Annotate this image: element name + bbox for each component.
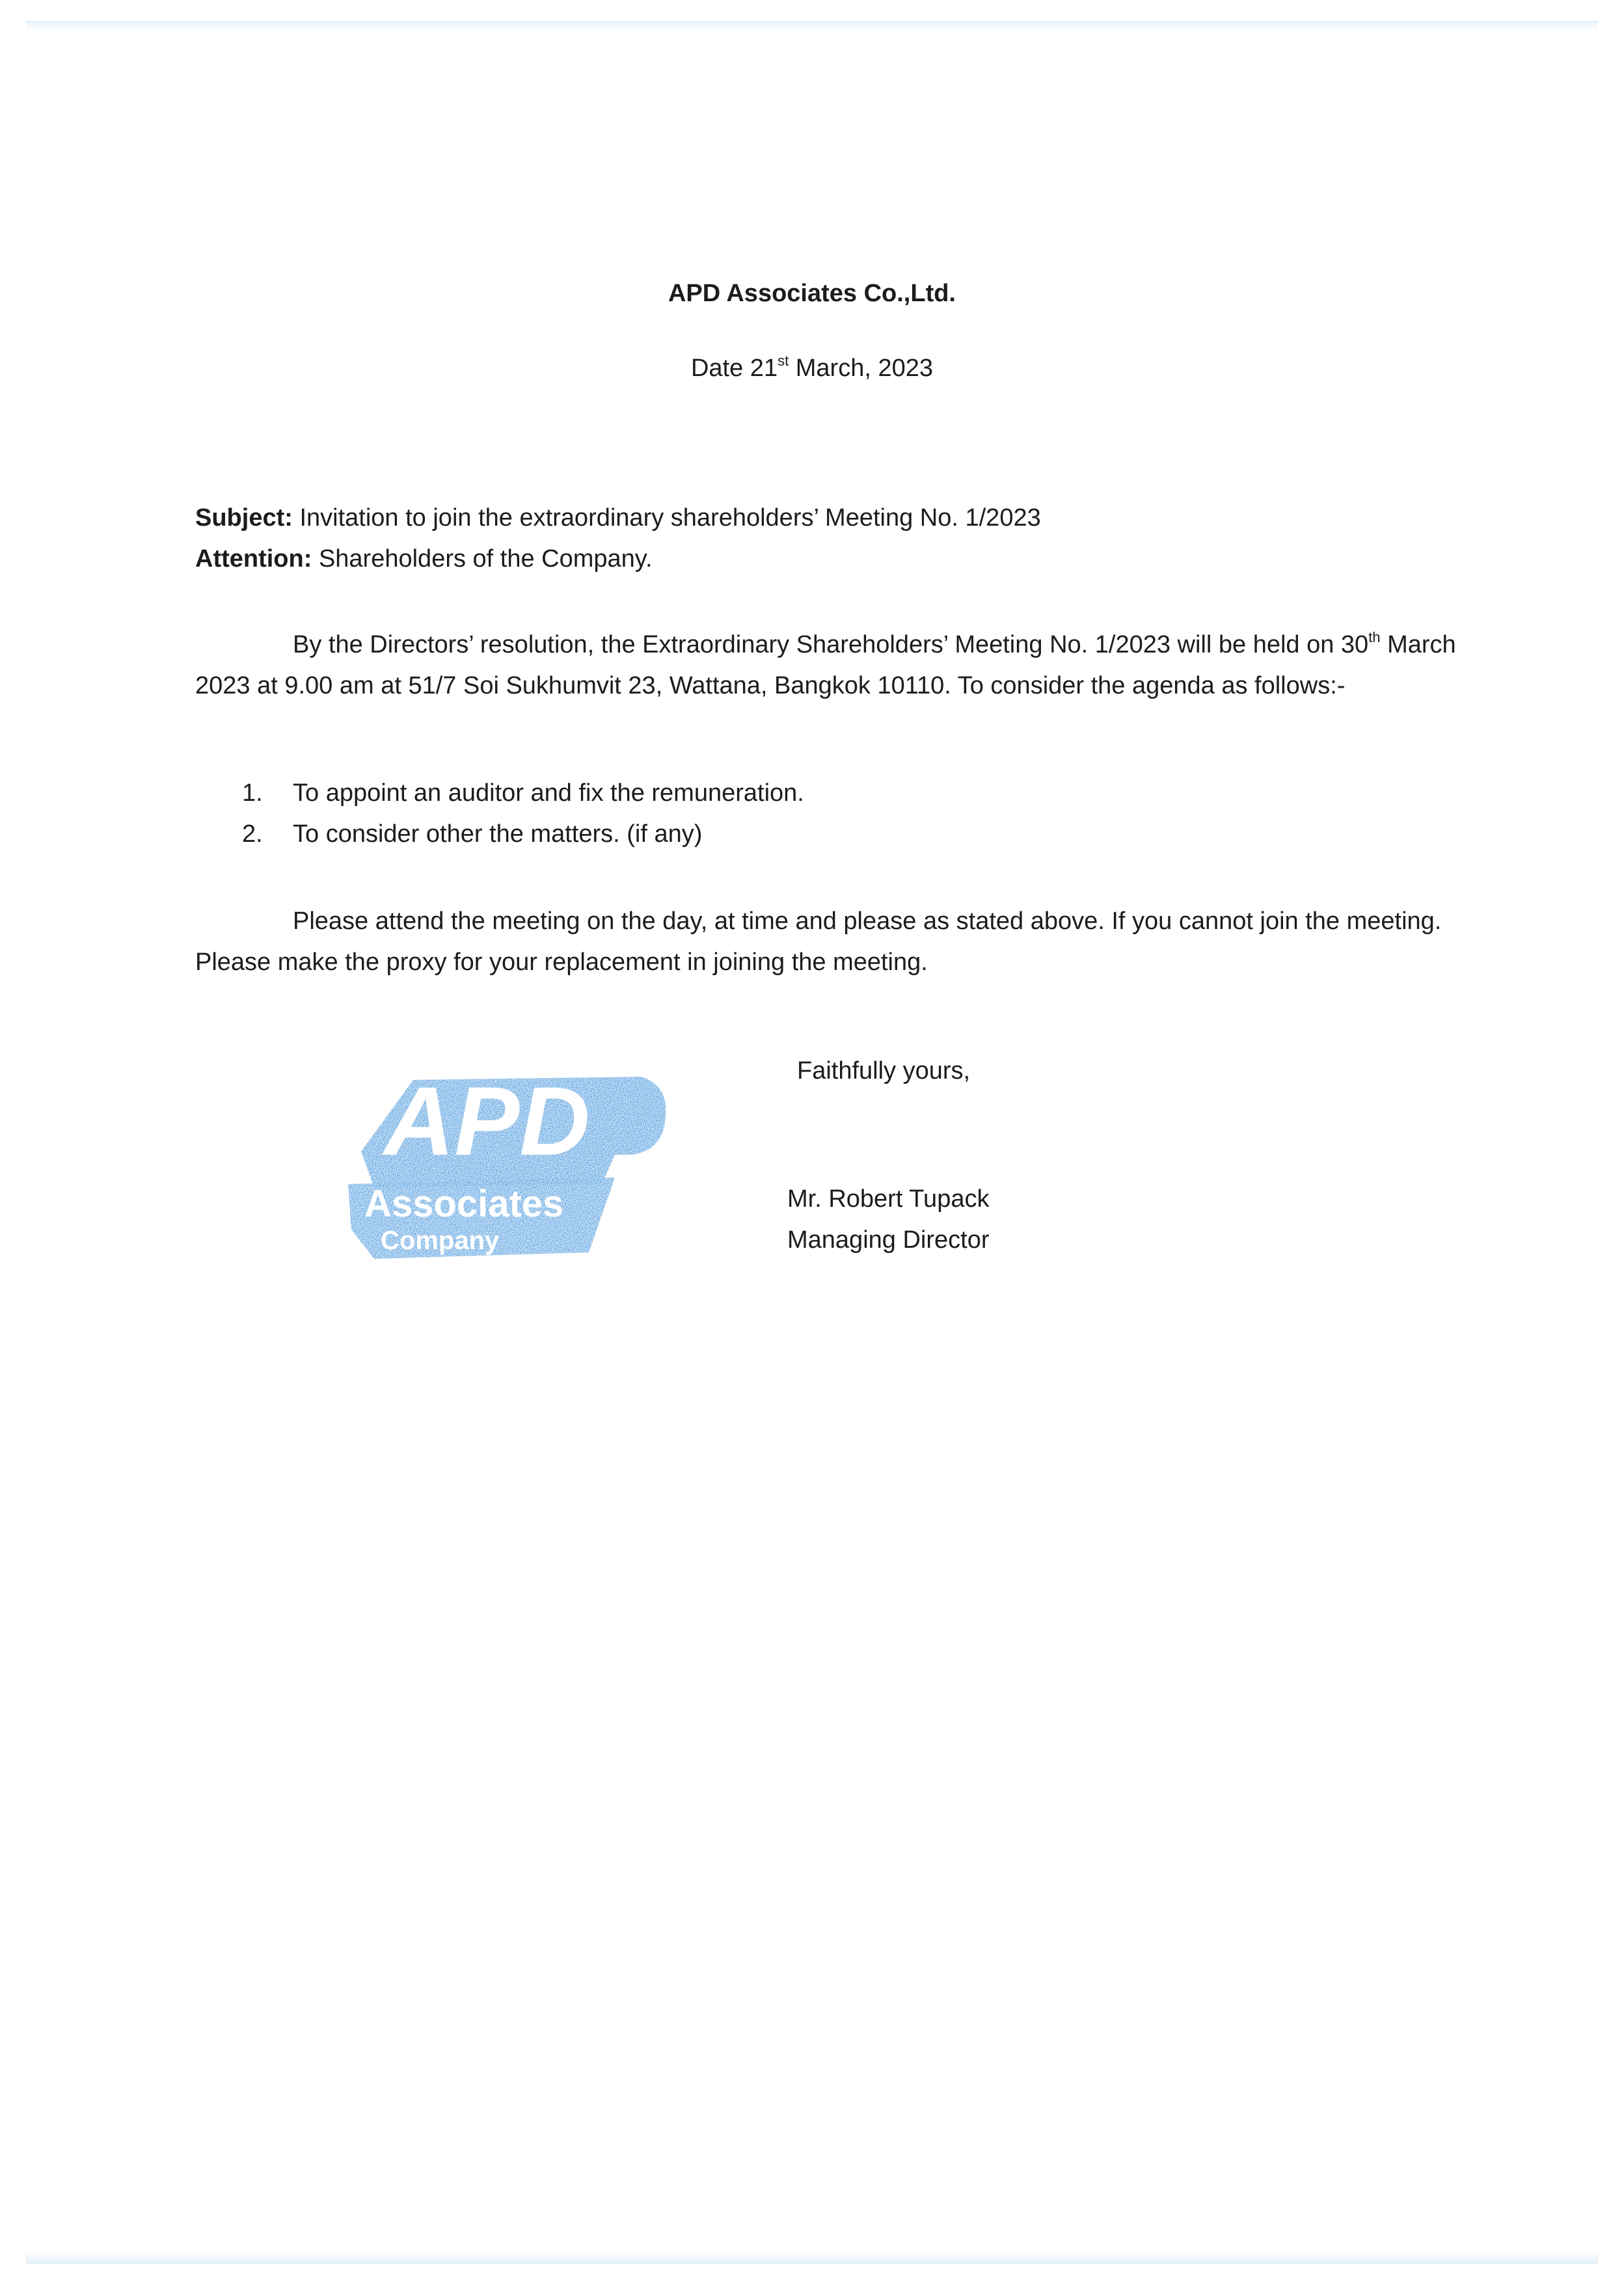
stamp-sub-text: Associates (364, 1183, 564, 1225)
agenda-number: 2. (242, 820, 263, 848)
company-name: APD Associates Co.,Ltd. (668, 280, 956, 307)
para1-part-a: By the Directors’ resolution, the Extraordinary Shareholders’ Meeting No. 1/2023 will be held on 30 (293, 631, 1369, 658)
closing-salutation: Faithfully yours, (797, 1057, 971, 1084)
agenda-text: To appoint an auditor and fix the remuneration. (293, 779, 804, 807)
subject-line (195, 504, 1041, 532)
para1-ordinal: th (1368, 629, 1381, 645)
stamp-logo-text: APD (384, 1067, 590, 1176)
body-paragraph-2 (195, 901, 1483, 983)
scan-edge-bottom (26, 2252, 1598, 2264)
agenda-item (242, 814, 804, 855)
para2-text: Please attend the meeting on the day, at time and please as stated above. If you cannot join the meeting. Please make the proxy for your replacement in joining the meeting. (195, 908, 1442, 976)
stamp-sub-text-2: Company (381, 1226, 500, 1255)
scan-edge-top (26, 21, 1598, 30)
letter-date (0, 355, 1624, 383)
agenda-item (242, 773, 804, 814)
agenda-number: 1. (242, 779, 263, 807)
company-stamp-logo (335, 1067, 673, 1262)
attention-line (195, 545, 653, 573)
signer-title: Managing Director (787, 1226, 990, 1254)
date-prefix: Date 21 (690, 355, 778, 382)
subject-text: Invitation to join the extraordinary shareholders’ Meeting No. 1/2023 (292, 504, 1041, 532)
body-paragraph-1 (195, 625, 1483, 707)
agenda-text: To consider other the matters. (if any) (293, 820, 703, 848)
para1-part-b: March 2023 at 9.00 am at 51/7 Soi Sukhumvit 23, Wattana, Bangkok 10110. To consider the agenda as follows:- (195, 631, 1456, 699)
date-suffix: March, 2023 (789, 355, 933, 382)
date-ordinal: st (778, 353, 789, 369)
subject-label: Subject: (195, 504, 293, 532)
attention-text: Shareholders of the Company. (312, 545, 653, 572)
attention-label: Attention: (195, 545, 312, 572)
agenda-list (242, 773, 804, 855)
signature-block (787, 1179, 989, 1261)
signer-name: Mr. Robert Tupack (787, 1185, 990, 1213)
